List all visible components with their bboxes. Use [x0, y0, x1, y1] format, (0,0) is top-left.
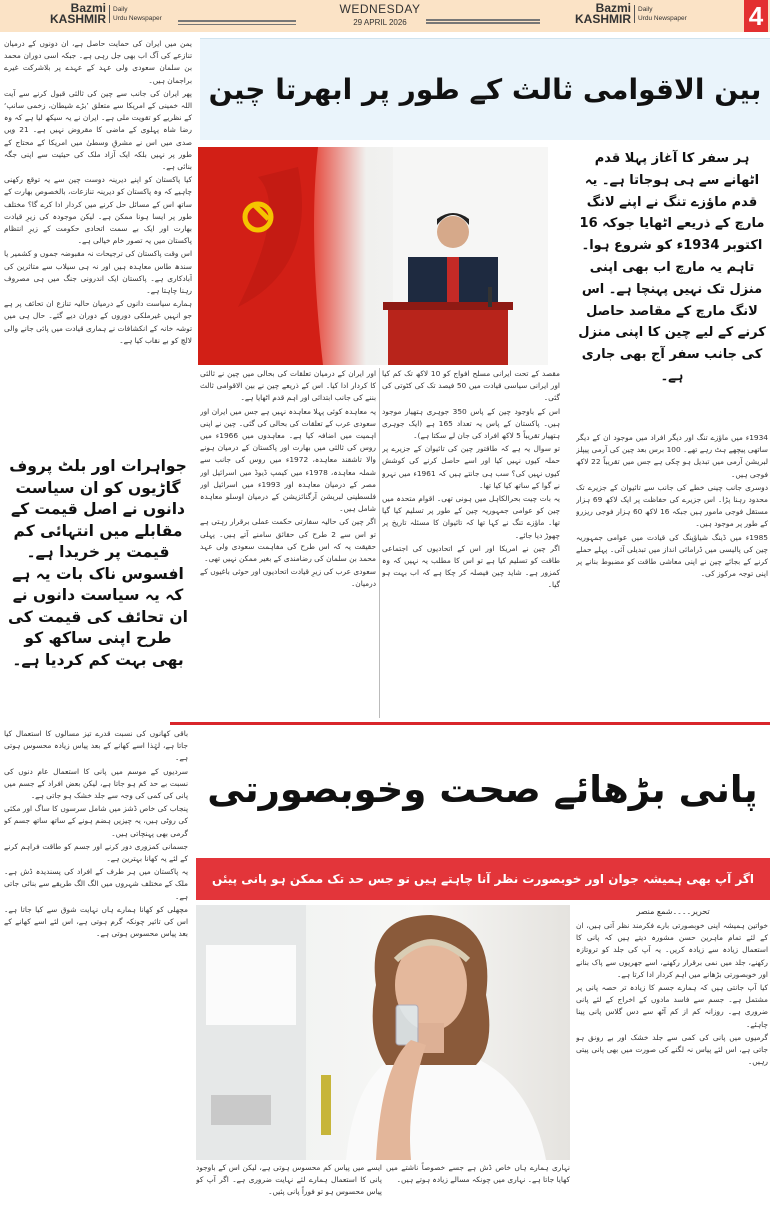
article1-pullquote-right: ہر سفر کا آغاز پہلا قدم اٹھانے سے ہی ہوجاتا ہے۔ یہ قدم ماؤزے تنگ نے اپنے لانگ مارچ کے ذریعے اٹھایا جوکہ 16 اکتوبر 1934ء کو شروع ہوا۔ تاہم یہ مارچ اب بھی اپنی منزل تک نہیں پہنچا ہے۔ اس لانگ مارچ کے مقاصد حاصل کرنے کے لیے چین کا اپنی منزل کی جانب سفر آج بھی جاری ہے۔ — [578, 151, 766, 384]
paragraph: جسمانی کمزوری دور کرنے اور جسم کو طاقت فراہم کرنے کے لئے یہ کھانا بہترین ہے۔ — [4, 841, 188, 864]
article1-col-mid-left — [200, 368, 376, 720]
article2-headline: پانی بڑھائے صحت وخوبصورتی — [207, 768, 758, 812]
paragraph: یہ پاکستان میں ہر طرف کے افراد کی پسندیدہ ڈش ہے۔ ملک کے مختلف شہروں میں الگ الگ طریقے سے بنائی جاتی ہے۔ — [4, 867, 188, 901]
article2-headline-box — [195, 728, 770, 853]
paragraph: خواتین ہمیشہ اپنی خوبصورتی بارے فکرمند نظر آتی ہیں، ان کے لئے تمام ماہرین حسن مشورہ دیتے ہیں کہ پانی کا استعمال زیادہ سے زیادہ کریں۔ یہ آپ کی جلد کو تروتازہ رکھنے، جلد میں نمی برقرار رکھنے، اسے جھریوں سے پاک بنانے اور خوبصورتی بڑھانے میں اہم کردار ادا کرتا ہے۔ — [576, 921, 768, 979]
paragraph: ہمارے سیاست دانوں کے درمیان حالیہ تنازع ان تحائف پر ہے جو انہیں غیرملکی دوروں کے دوران دیے گئے۔ حال ہی میں توشہ خانہ کے انکشافات نے ہماری قیادت میں پائی جانے والی لالچ کو بے نقاب کیا ہے۔ — [4, 299, 192, 345]
paragraph: اس وقت پاکستان کی ترجیحات نہ مقبوضہ جموں و کشمیر یا سندھ طاس معاہدہ ہیں اور نہ ہی سیلاب سے متاثرین کی آبادکاری ہے۔ پاکستان ایک اندرونی جنگ میں ہی مصروف رہنا چاہتا ہے۔ — [4, 249, 192, 296]
article2-subheadline-banner — [196, 858, 770, 900]
paragraph: 1985ء میں ڈینگ شیاؤپنگ کی قیادت میں عوامی جمہوریہ چین کی پالیسی میں ڈرامائی انداز میں تبدیلی آئی۔ پہلے حملے کرنے کے بجائے چین نے اپنی معاشی طاقت کو مضبوط بنانے پر اپنی توجہ مرکوز کی۔ — [576, 532, 768, 579]
paragraph: کیا آپ جانتی ہیں کہ ہمارے جسم کا زیادہ تر حصہ پانی پر مشتمل ہے۔ جسم سے فاسد مادوں کے اخراج کے لئے پانی ضروری ہے۔ روزانہ کم از کم آٹھ سے دس گلاس پانی پینا چاہئے۔ — [576, 983, 768, 1029]
article2-col-left — [4, 728, 188, 1216]
brand-name: Bazmi — [70, 1, 106, 15]
paragraph: یہ بات چیت بحرالکاہل میں ہونی تھی۔ اقوام متحدہ میں چین کو عوامی جمہوریہ چین کے طور پر تسلیم کیا گیا تھا۔ ماؤزے تنگ نے کہا تھا کہ تائیوان کا مسئلہ تاریخ پر چھوڑ دیا جائے۔ — [382, 494, 560, 540]
paragraph: پھر ایران کی جانب سے چین کی ثالثی قبول کرنے سے آیت اللہ خمینی کے امریکا سے متعلق ’بڑے شیطان، زخمی سانپ‘ کے نظریے کو تقویت ملی ہے۔ ایران نے یہ سیکھ لیا ہے کہ وہ رضا شاہ پہلوی کے ماضی کا مقروض نہیں ہے۔ 21 ویں صدی میں اس نے مشرقِ وسطیٰ میں امریکا کے محتاج کے طور پر نہیں بلکہ ایک آزاد ملک کی حیثیت سے اپنی جگہ بنائی ہے۔ — [4, 88, 192, 172]
brand-tag: Daily — [638, 6, 653, 13]
column-divider — [379, 368, 380, 718]
article1-col-mid-right — [382, 368, 560, 720]
brand-name-2: KASHMIR — [575, 12, 631, 26]
paragraph: اگر چین کی حالیہ سفارتی حکمت عملی برقرار رہتی ہے تو اس سے 2 طرح کی حقائق سامنے آتے ہیں۔ پہلی حقیقت یہ کہ اس طرح کی مفاہمت سعودی ولی عہد محمد بن سلمان کی رضامندی کے بغیر ممکن نہیں تھی۔ — [200, 517, 376, 564]
article2-byline: تحریر۔۔۔۔شمع منصر — [636, 907, 710, 916]
article1-pullquote-left: جواہرات اور بلٹ پروف گاڑیوں کو ان سیاست دانوں نے اصل قیمت کے مقابلے میں انتہائی کم قیمت پر خریدا ہے۔ افسوس ناک بات یہ ہے کہ یہ سیاست دانوں نے ان تحائف کی قیمت کی طرح اپنی ساکھ کو بھی بہت کم کردیا ہے۔ — [8, 457, 188, 669]
masthead-right — [575, 3, 687, 25]
paragraph: اس کے باوجود چین کے پاس 350 جوہری ہتھیار موجود ہیں۔ پاکستان کے پاس یہ تعداد 165 ہے (ایک جوہری ہتھیار تقریباً 5 لاکھ افراد کی جان لے سکتا ہے)۔ — [382, 406, 560, 441]
paragraph: یمن میں ایران کی حمایت حاصل ہے، ان دونوں کے درمیان تنازعے کی آگ اب بھی جل رہی ہے۔ جبکہ اسی دوران محمد بن سلمان سعودی ولی عہد کے عہدے پر بلاشرکت غیرے براجمان ہیں۔ — [4, 39, 192, 85]
woman-drinking-water-illustration — [196, 905, 570, 1160]
paragraph: پنجاب کی خاص ڈشز میں شامل سرسوں کا ساگ اور مکئی کی روٹی ہیں، یہ چیزیں ہضم ہونے کے ساتھ ساتھ جسم کو گرمی بھی پہنچاتی ہیں۔ — [4, 804, 188, 838]
paragraph: مچھلی کو کھانا ہمارے ہاں نہایت شوق سے کیا جاتا ہے۔ اس کی تاثیر چونکہ گرم ہوتی ہے، اس لئے اسے کھانے کے بعد پیاس محسوس ہوتی ہے۔ — [4, 904, 188, 939]
article2-photo — [196, 905, 570, 1160]
issue-day: WEDNESDAY — [339, 2, 421, 16]
article2-caption-left: نہاری ہمارے ہاں خاص ڈش ہے جسے خصوصاً ناشتے میں کھایا جاتا ہے۔ نہاری میں چونکہ مسالے زیادہ ہوتے ہیں۔ — [386, 1163, 570, 1185]
paragraph: سعودی عرب کی زیرِ قیادت اتحادیوں اور حوثی باغیوں کے درمیان۔ — [200, 567, 376, 589]
brand-tag-2: Urdu Newspaper — [638, 15, 687, 22]
paragraph: تو سوال یہ ہے کہ طاقتور چین کی تائیوان کے جزیرے پر حملہ کیوں نہیں کیا اور اسے حاصل کرنے کی کوشش کیوں نہیں کی؟ سب ہی جانتے ہیں کہ 1961ء میں نہرو نے گوا کے ساتھ کیا کیا تھا۔ — [382, 444, 560, 490]
issue-date-text: 29 APRIL 2026 — [353, 18, 407, 27]
paragraph: اگر چین نے امریکا اور اس کے اتحادیوں کی اجتماعی طاقت کو تسلیم کیا ہے تو اس کا مطلب یہ نہیں کہ وہ کمزور ہے۔ شاید چین فیصلہ کر چکا ہے کہ اب بہت ہو گیا۔ — [382, 543, 560, 590]
brand-tag-2: Urdu Newspaper — [113, 15, 162, 22]
article1-col-right — [576, 432, 768, 720]
paragraph: سردیوں کے موسم میں پانی کا استعمال عام دنوں کی نسبت بے حد کم ہو جاتا ہے، لیکن بعض افراد کے جسم میں پانی کی کمی کی وجہ سے جلد خشک ہو جاتی ہے۔ — [4, 766, 188, 801]
page-number: 4 — [744, 0, 768, 32]
flag-and-speaker-illustration — [198, 147, 548, 365]
paragraph: 1934ء میں ماؤزے تنگ اور دیگر افراد میں موجود ان کے دیگر ساتھی پیچھے ہٹ رہے تھے۔ 100 برس بعد چین کی آرمی پیپلز لبریشن آرمی میں تبدیل ہو چکی ہے جس میں تقریباً 22 لاکھ فوجی ہیں۔ — [576, 433, 768, 479]
paragraph: مقصد کے تحت ایرانی مسلح افواج کو 10 لاکھ تک کم کیا اور ایرانی سیاسی قیادت میں 50 فیصد تک کی کٹوتی کی گئی۔ — [382, 369, 560, 403]
paragraph: یہ معاہدہ کوئی پہلا معاہدہ نہیں ہے جس میں ایران اور سعودی عرب کے تعلقات کی بحالی کی گئی۔ چین نے اپنی اہمیت میں اضافہ کیا ہے۔ معاہدوں میں 1966ء میں روس کی ثالثی میں بھارت اور پاکستان کے درمیان ہونے والا تاشقند معاہدہ، 1972ء میں روس کی جانب سے شملہ معاہدہ، 1978ء میں کیمپ ڈیوڈ میں اسرائیل اور مصر کے درمیان معاہدہ اور 1993ء میں اسرائیل اور فلسطینی لبریشن آرگنائزیشن کے درمیان اوسلو معاہدہ شامل ہیں۔ — [200, 406, 376, 514]
article1-col-left — [4, 38, 192, 452]
paragraph: کیا پاکستان کو اپنے دیرینہ دوست چین سے یہ توقع رکھنی چاہیے کہ وہ پاکستان کو دیرینہ تنازعات، بالخصوص بھارت کے ساتھ اس کے مسائل حل کرنے میں کردار ادا کرے گا؟ مختلف طور پر ایسا ہونا ممکن ہے۔ لیکن موجودہ کی زیرِ قیادت بھارت اور ایک بے سمت اتحادی حکومت کے زیرِ انتظام پاکستان میں یہ تصور خام خیالی ہے۔ — [4, 175, 192, 246]
masthead-left — [50, 3, 162, 25]
brand-name-2: KASHMIR — [50, 12, 106, 26]
article2-caption-right: ایسے میں پیاس کم محسوس ہوتی ہے، لیکن اس کے باوجود پانی کا استعمال ہمارے لئے نہایت ضروری ہے۔ اگر آپ کو پیاس محسوس ہو تو فوراً پانی پئیں۔ — [196, 1163, 382, 1197]
article1-headline-box — [200, 38, 770, 140]
article1-photo — [198, 147, 548, 365]
decorative-rule — [426, 19, 540, 24]
decorative-rule — [178, 20, 296, 25]
article2-col-right — [576, 920, 768, 1216]
section-divider — [170, 722, 770, 725]
paragraph: اور ایران کے درمیان تعلقات کی بحالی میں چین نے ثالثی کا کردار ادا کیا۔ اس کے ذریعے چین نے بین الاقوامی ثالث بننے کی جانب ابتدائی اور اہم قدم اٹھایا ہے۔ — [200, 369, 376, 403]
paragraph: گرمیوں میں پانی کی کمی سے جلد خشک اور بے رونق ہو جاتی ہے، اس لئے پیاس نہ لگنے کی صورت میں بھی پانی پیتی رہیں۔ — [576, 1032, 768, 1067]
article2-subheadline: اگر آپ بھی ہمیشہ جوان اور خوبصورت نظر آنا چاہتے ہیں تو جس حد تک ممکن ہو پانی پیئں — [212, 871, 754, 886]
brand-name: Bazmi — [595, 1, 631, 15]
paragraph: دوسری جانب چینی خطے کی جانب سے تائیوان کے جزیرے تک محدود رہنا پڑا۔ اس جزیرے کی حفاظت پر ایک لاکھ 69 ہزار مستقل فوجی مامور ہیں جبکہ 16 لاکھ 60 ہزار فوجی ریزرو کے طور پر موجود ہیں۔ — [576, 482, 768, 529]
paragraph: باقی کھانوں کی نسبت قدرے تیز مسالوں کا استعمال کیا جاتا ہے، لہٰذا اسے کھانے کے بعد پیاس زیادہ محسوس ہوتی ہے۔ — [4, 729, 188, 763]
brand-tag: Daily — [113, 6, 128, 13]
article1-headline: بین الاقوامی ثالث کے طور پر ابھرتا چین — [208, 73, 762, 106]
